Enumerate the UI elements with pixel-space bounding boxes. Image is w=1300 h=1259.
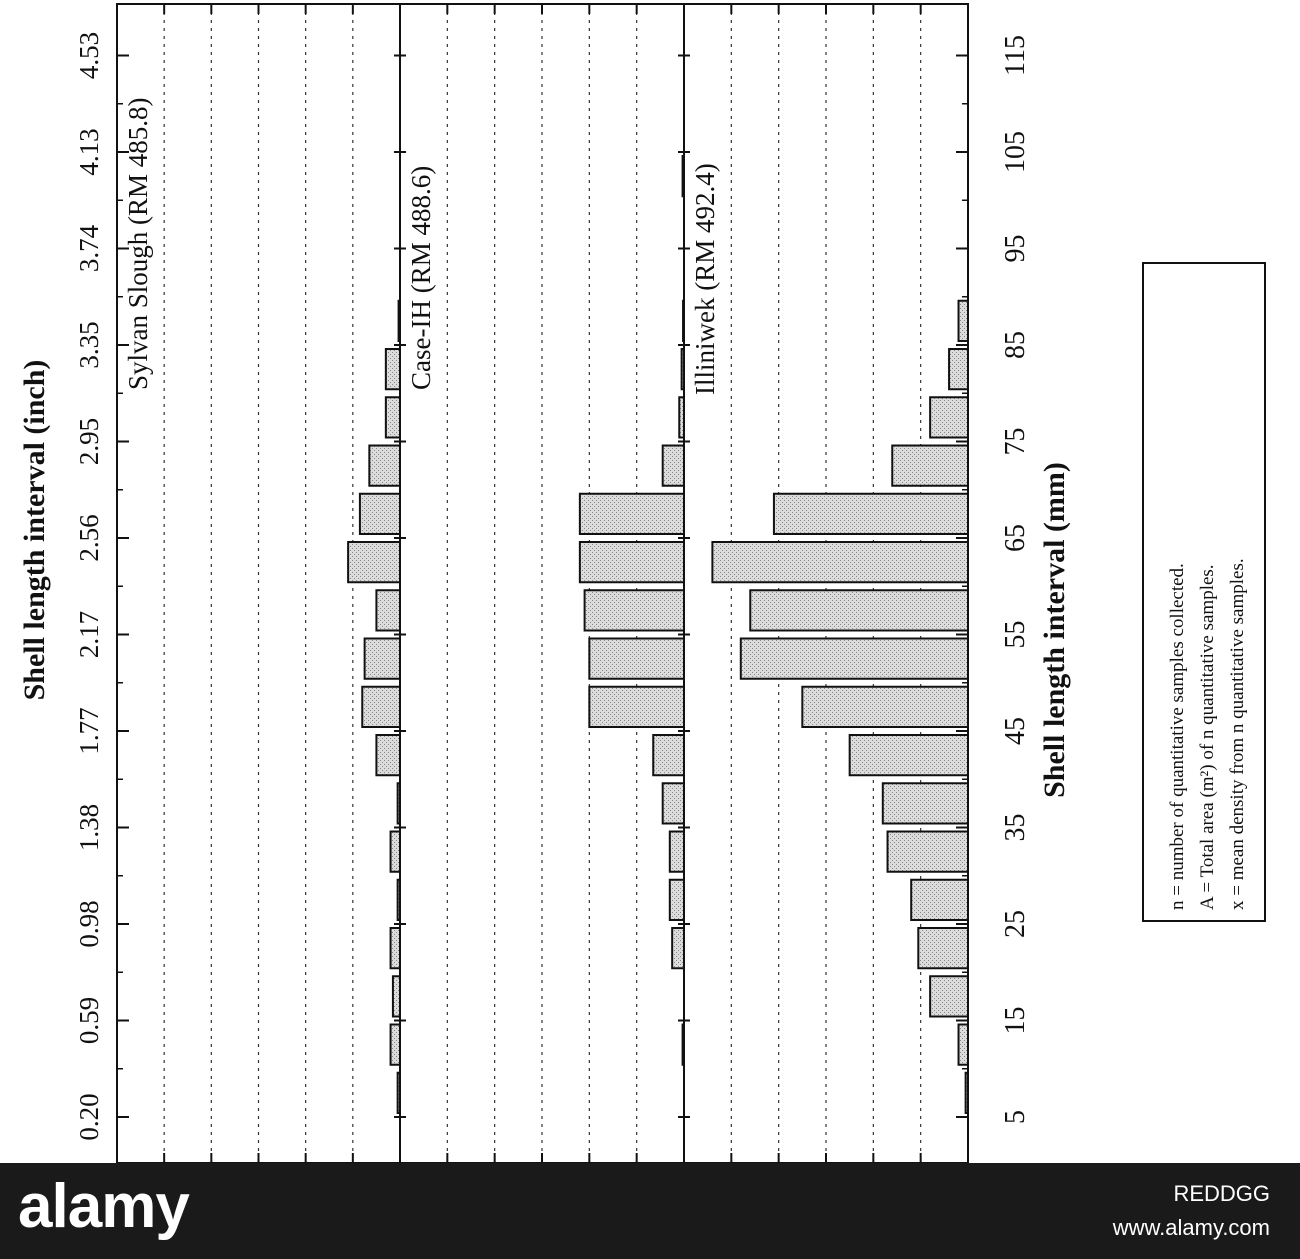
bar	[393, 976, 400, 1016]
x-secondary-axis-title: Shell length interval (inch)	[18, 359, 51, 701]
x-secondary-tick-label: 1.77	[74, 707, 104, 755]
bar	[386, 397, 400, 437]
x-tick-label: 45	[1000, 717, 1031, 745]
bar	[850, 735, 968, 775]
bar	[966, 1073, 968, 1113]
bar	[911, 880, 968, 920]
x-secondary-tick-label: 2.56	[74, 514, 104, 562]
bar	[774, 494, 968, 534]
bar	[589, 639, 684, 679]
watermark-logo: alamy	[18, 1172, 189, 1241]
legend-line-n: n = number of quantitative samples collected.	[1167, 563, 1188, 910]
x-secondary-tick-label: 2.95	[74, 417, 104, 466]
bar	[892, 446, 968, 486]
x-secondary-tick-label: 1.38	[74, 803, 104, 852]
bar	[750, 590, 968, 630]
bar	[391, 832, 400, 872]
x-secondary-tick-label: 0.98	[74, 900, 104, 948]
watermark-code: REDDGG	[1173, 1181, 1270, 1206]
x-axis-title: Shell length interval (mm)	[1038, 462, 1071, 798]
x-tick-label: 25	[1000, 910, 1031, 938]
bar	[888, 832, 968, 872]
x-secondary-tick-label: 0.20	[74, 1093, 104, 1141]
bar	[712, 542, 968, 582]
bar	[360, 494, 400, 534]
bar	[672, 928, 684, 968]
x-tick-label: 65	[1000, 524, 1031, 552]
watermark-bar	[0, 1163, 1300, 1259]
bar	[362, 687, 400, 727]
bar	[369, 446, 400, 486]
bar	[802, 687, 968, 727]
bar	[663, 783, 684, 823]
bar	[589, 687, 684, 727]
x-secondary-tick-label: 3.74	[74, 224, 104, 273]
legend-line-a: A = Total area (m²) of n quantitative samples.	[1197, 564, 1218, 910]
bar	[959, 301, 968, 341]
bar	[580, 494, 684, 534]
bar	[670, 832, 684, 872]
x-secondary-tick-label: 2.17	[74, 610, 104, 659]
bar	[670, 880, 684, 920]
bar	[391, 1025, 400, 1065]
legend-line-x: x = mean density from n quantitative samples.	[1227, 558, 1248, 910]
bar	[930, 397, 968, 437]
bar	[653, 735, 684, 775]
panel-title: Illiniwek (RM 492.4)	[690, 163, 720, 395]
x-secondary-tick-label: 3.35	[74, 321, 104, 369]
bar	[585, 590, 684, 630]
watermark-url: www.alamy.com	[1112, 1215, 1270, 1240]
x-tick-label: 35	[1000, 813, 1031, 842]
bar	[348, 542, 400, 582]
x-secondary-tick-label: 0.59	[74, 996, 104, 1045]
bar	[930, 976, 968, 1016]
bar	[741, 639, 968, 679]
bar	[580, 542, 684, 582]
bar	[365, 639, 400, 679]
bar	[376, 590, 400, 630]
bar	[949, 349, 968, 389]
x-tick-label: 85	[1000, 331, 1031, 359]
x-tick-label: 5	[1000, 1110, 1031, 1124]
x-tick-label: 105	[1000, 131, 1031, 173]
bar	[918, 928, 968, 968]
bar	[663, 446, 684, 486]
bar	[391, 928, 400, 968]
x-secondary-tick-label: 4.53	[74, 31, 104, 80]
x-tick-label: 55	[1000, 620, 1031, 649]
panel-title: Case-IH (RM 488.6)	[406, 165, 436, 390]
bar	[376, 735, 400, 775]
bar	[386, 349, 400, 389]
x-secondary-tick-label: 4.13	[74, 128, 104, 176]
x-tick-label: 75	[1000, 427, 1031, 456]
x-tick-label: 95	[1000, 234, 1031, 263]
bar	[959, 1025, 968, 1065]
panel-title: Sylvan Slough (RM 485.8)	[123, 97, 153, 390]
x-tick-label: 15	[1000, 1006, 1031, 1035]
legend-box	[1143, 263, 1265, 921]
bar	[883, 783, 968, 823]
x-tick-label: 115	[1000, 35, 1031, 76]
